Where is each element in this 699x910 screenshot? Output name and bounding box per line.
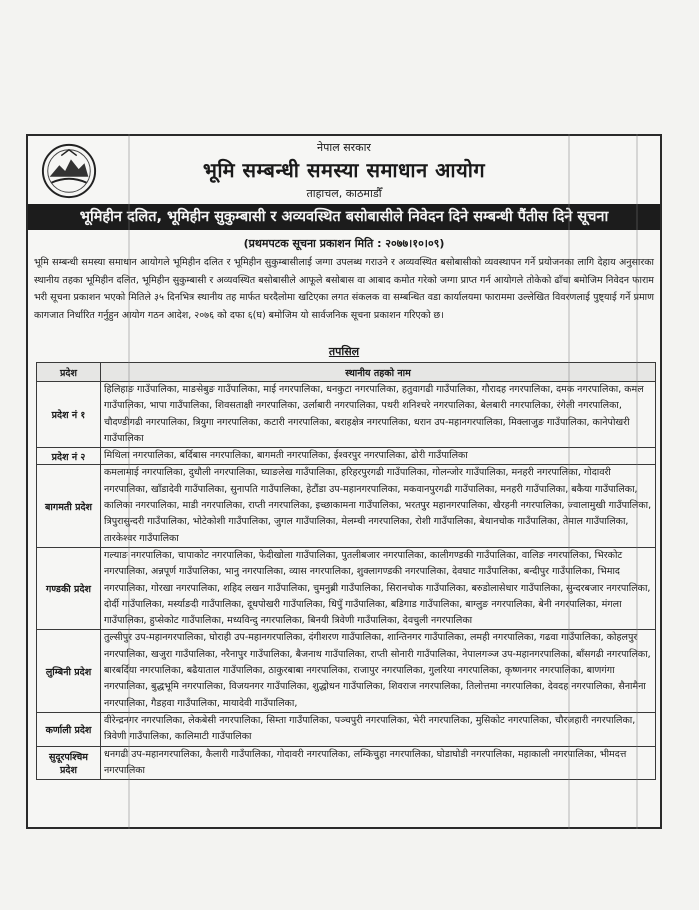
scan-artifact-line [636, 134, 638, 829]
local-units-cell: गल्याङ नगरपालिका, चापाकोट नगरपालिका, फेदीखोला गाउँपालिका, पुतलीबजार नगरपालिका, कालीगण्डकी गाउँपालिका, वालिङ नगरपालिका, भिरकोट नगरपालिका, अन्नपूर्ण गाउँपालिका, भानु नगरपालिका, व्यास नगरपालिका, शुक्लागण्डकी नगरपालिका, देवघाट गाउँपालिका, बन्दीपुर गाउँपालिका, भिमाद नगरपालिका, गोरखा नगरपालिका, शहिद लखन गाउँपालिका, चुमनुब्री गाउँपालिका, सिरानचोक गाउँपालिका, बरुडोलासेधार गाउँपालिका, सुन्दरबजार नगरपालिका, दोर्दी गाउँपालिका, मर्स्याङदी गाउँपालिका, दूधपोखरी गाउँपालिका, धिपुँ गाउँपालिका, बडिगाड गाउँपालिका, बाग्लुङ नगरपालिका, बेनी नगरपालिका, मंगला गाउँपालिका, हुप्सेकोट गाउँपालिका, मध्यविन्दु नगरपालिका, बिनयी त्रिवेणी गाउँपालिका, देवचुली नगरपालिका [101, 547, 656, 629]
province-cell: प्रदेश नं २ [37, 448, 101, 465]
government-label: नेपाल सरकार [317, 141, 371, 154]
notice-title-banner: भूमिहीन दलित, भूमिहीन सुकुम्बासी र अव्यवस्थित बसोबासीले निवेदन दिने सम्बन्धी पैंतीस दिने सूचना [28, 204, 660, 230]
province-cell: कर्णाली प्रदेश [37, 712, 101, 746]
province-cell: गण्डकी प्रदेश [37, 547, 101, 629]
publication-date: (प्रथमपटक सूचना प्रकाशन मिति : २०७७।१०।०९) [243, 237, 445, 250]
local-units-cell: वीरेन्द्रनगर नगरपालिका, लेकबेसी नगरपालिका, सिम्ता गाउँपालिका, पञ्चपुरी नगरपालिका, भेरी नगरपालिका, मुसिकोट नगरपालिका, चौरजहारी नगरपालिका, त्रिवेणी गाउँपालिका, कालिमाटी गाउँपालिका [101, 712, 656, 746]
column-header-province: प्रदेश [37, 363, 101, 382]
commission-address: ताहाचल, काठमाडौँ [306, 187, 382, 200]
local-units-cell: धनगढी उप-महानगरपालिका, कैलारी गाउँपालिका, गोदावरी नगरपालिका, लम्किचुहा नगरपालिका, घोडाघोडी नगरपालिका, महाकाली नगरपालिका, भीमदत्त नगरपालिका [101, 746, 656, 780]
notice-body: भूमि सम्बन्धी समस्या समाधान आयोगले भूमिहीन दलित र भूमिहीन सुकुम्बासीलाई जग्गा उपलब्ध गराउने र अव्यवस्थित बसोबासीको व्यवस्थापन गर्ने प्रयोजनका लागि देहाय अनुसारका स्थानीय तहका भूमिहीन दलित, भूमिहीन सुकुम्बासी र अव्यवस्थित बसोबासीले आफूले बसोबास वा आबाद कमोत गरेको जग्गा प्राप्त गर्न आयोगले तोकेको ढाँचा बमोजिम निवेदन फाराम भरी सूचना प्रकाशन भएको मितिले ३५ दिनभित्र स्थानीय तह मार्फत घरदैलोमा खटिएका लगत संकलक वा सम्बन्धित वडा कार्यालयमा फाराममा उल्लेखित विवरणलाई पुष्ट्याई गर्ने प्रमाण कागजात निर्धारित गर्नुहुन आयोग गठन आदेश, २०७६ को दफा ६(घ) बमोजिम यो सार्वजनिक सूचना प्रकाशन गरिएको छ। [34, 257, 654, 321]
scan-artifact-line [128, 134, 130, 829]
local-units-cell: मिथिला नगरपालिका, बर्दिबास नगरपालिका, बागमती नगरपालिका, ईश्वरपुर नगरपालिका, ढोरी गाउँपालिका [101, 448, 656, 465]
province-cell: लुम्बिनी प्रदेश [37, 630, 101, 712]
commission-title: भूमि सम्बन्धी समस्या समाधान आयोग [202, 158, 486, 182]
column-header-local-units: स्थानीय तहको नाम [101, 363, 656, 382]
province-cell: प्रदेश नं १ [37, 382, 101, 448]
scan-artifact-line [568, 134, 570, 829]
local-units-cell: हिलिहाङ गाउँपालिका, माङसेबुङ गाउँपालिका, माई नगरपालिका, धनकुटा नगरपालिका, हतुवागढी गाउँपालिका, गौरादह नगरपालिका, दमक नगरपालिका, कमल गाउँपालिका, भापा गाउँपालिका, शिवसताक्षी नगरपालिका, उर्लाबारी नगरपालिका, पथरी शनिश्चरे नगरपालिका, बेलबारी नगरपालिका, रंगेली नगरपालिका, चौदण्डीगढी नगरपालिका, त्रियुगा नगरपालिका, कटारी नगरपालिका, बराहक्षेत्र नगरपालिका, धरान उप-महानगरपालिका, मिक्लाजुङ गाउँपालिका, कानेपोखरी गाउँपालिका [101, 382, 656, 448]
notice-header [28, 136, 660, 206]
public-notice [26, 134, 662, 829]
local-units-cell: तुल्सीपुर उप-महानगरपालिका, घोराही उप-महानगरपालिका, दंगीशरण गाउँपालिका, शान्तिनगर गाउँपालिका, लमही नगरपालिका, गढवा गाउँपालिका, कोहलपुर नगरपालिका, खजुरा गाउँपालिका, नरैनापुर गाउँपालिका, बैजनाथ गाउँपालिका, राप्ती सोनारी गाउँपालिका, नेपालगञ्ज उप-महानगरपालिका, बाँसगढी नगरपालिका, बारबर्दिया नगरपालिका, बढैयाताल गाउँपालिका, ठाकुरबाबा नगरपालिका, राजापुर नगरपालिका, गुलरिया नगरपालिका, कृष्णनगर नगरपालिका, बाणगंगा नगरपालिका, बुद्धभूमि नगरपालिका, विजयनगर गाउँपालिका, शुद्धोधन गाउँपालिका, शिवराज नगरपालिका, तिलोत्तमा नगरपालिका, देवदह नगरपालिका, सैनामैना नगरपालिका, गैडहवा गाउँपालिका, मायादेवी गाउँपालिका, [101, 630, 656, 712]
province-cell: बागमती प्रदेश [37, 465, 101, 547]
local-units-cell: कमलामाई नगरपालिका, दुधौली नगरपालिका, घ्याङलेख गाउँपालिका, हरिहरपुरगढी गाउँपालिका, गोलन्जोर गाउँपालिका, मनहरी नगरपालिका, गोदावरी नगरपालिका, खाँडादेवी गाउँपालिका, सुनापति गाउँपालिका, हेटौंडा उप-महानगरपालिका, मकवानपुरगढी गाउँपालिका, मनहरी गाउँपालिका, बकैया गाउँपालिका, कालिका नगरपालिका, माडी नगरपालिका, राप्ती नगरपालिका, इच्छाकामना गाउँपालिका, भरतपुर महानगरपालिका, खैरहनी नगरपालिका, ज्वालामुखी गाउँपालिका, त्रिपुरासुन्दरी गाउँपालिका, भोटेकोशी गाउँपालिका, जुगल गाउँपालिका, मेलम्ची नगरपालिका, रोशी गाउँपालिका, बेथानचोक गाउँपालिका, तेमाल गाउँपालिका, तारकेश्वर गाउँपालिका [101, 465, 656, 547]
schedule-title: तपसिल [328, 345, 360, 358]
province-cell: सुदूरपश्चिम प्रदेश [37, 746, 101, 780]
